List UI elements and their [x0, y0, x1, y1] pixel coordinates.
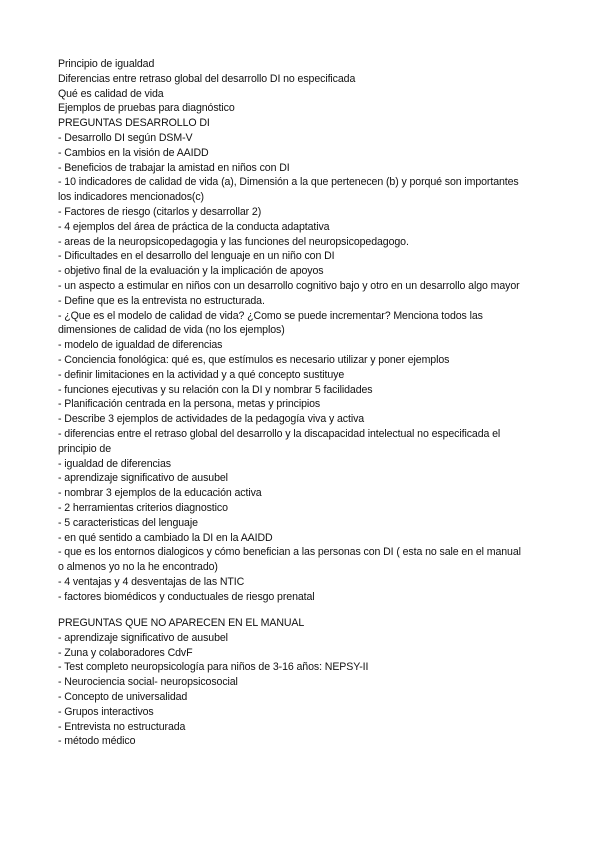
manual-question-line: - Zuna y colaboradores CdvF: [58, 646, 193, 659]
question-line: - aprendizaje significativo de ausubel: [58, 472, 228, 485]
manual-question-line: - Entrevista no estructurada: [58, 720, 186, 733]
question-line: Ejemplos de pruebas para diagnóstico: [58, 102, 235, 115]
question-line: - 4 ejemplos del área de práctica de la conducta adaptativa: [58, 220, 330, 233]
manual-question-line: - Concepto de universalidad: [58, 690, 188, 703]
question-line: - factores biomédicos y conductuales de riesgo prenatal: [58, 590, 315, 603]
question-line: - Conciencia fonológica: qué es, que estímulos es necesario utilizar y poner ejemplos: [58, 353, 450, 366]
manual-question-line: - Test completo neuropsicología para niños de 3-16 años: NEPSY-II: [58, 661, 369, 674]
manual-question-line: - Neurociencia social- neuropsicosocial: [58, 676, 238, 689]
not-in-manual-block: [58, 616, 528, 749]
question-line: - Define que es la entrevista no estructurada.: [58, 294, 265, 307]
question-line: - 2 herramientas criterios diagnostico: [58, 501, 228, 514]
manual-question-line: PREGUNTAS QUE NO APARECEN EN EL MANUAL: [58, 617, 305, 629]
question-line: - nombrar 3 ejemplos de la educación activa: [58, 487, 262, 500]
question-line: - Planificación centrada en la persona, metas y principios: [58, 398, 321, 411]
question-line: - Factores de riesgo (citarlos y desarrollar 2): [58, 205, 262, 218]
question-line: - que es los entornos dialogicos y cómo benefician a las personas con DI ( esta no sale en el manual o almenos yo no la he encontrado): [58, 546, 521, 574]
question-line: - funciones ejecutivas y su relación con la DI y nombrar 5 facilidades: [58, 383, 373, 396]
question-line: - 5 caracteristicas del lenguaje: [58, 516, 198, 529]
question-line: Principio de igualdad: [58, 58, 155, 70]
question-line: - Desarrollo DI según DSM-V: [58, 131, 193, 144]
question-line: - Beneficios de trabajar la amistad en niños con DI: [58, 161, 290, 174]
question-line: - ¿Que es el modelo de calidad de vida? ¿Como se puede incrementar? Menciona todos las dimensiones de calidad de vida (no los ejemplos): [58, 309, 483, 337]
question-line: Diferencias entre retraso global del desarrollo DI no especificada: [58, 72, 356, 85]
manual-question-line: - Grupos interactivos: [58, 705, 154, 718]
question-line: - diferencias entre el retraso global del desarrollo y la discapacidad intelectual no especificada el principio de: [58, 427, 501, 455]
question-line: - definir limitaciones en la actividad y a qué concepto sustituye: [58, 368, 345, 381]
manual-question-line: - aprendizaje significativo de ausubel: [58, 631, 228, 644]
question-line: - 10 indicadores de calidad de vida (a), Dimensión a la que pertenecen (b) y porqué son importantes los indicadores mencionados(c): [58, 176, 519, 204]
question-line: - en qué sentido a cambiado la DI en la AAIDD: [58, 531, 273, 544]
question-line: - Dificultades en el desarrollo del lenguaje en un niño con DI: [58, 250, 335, 263]
question-line: - Cambios en la visión de AAIDD: [58, 146, 209, 159]
question-line: - un aspecto a estimular en niños con un desarrollo cognitivo bajo y otro en un desarrollo algo mayor: [58, 279, 520, 292]
question-line: - modelo de igualdad de diferencias: [58, 339, 223, 352]
question-line: - igualdad de diferencias: [58, 457, 171, 470]
question-line: PREGUNTAS DESARROLLO DI: [58, 117, 210, 130]
question-line: - objetivo final de la evaluación y la implicación de apoyos: [58, 265, 324, 278]
questions-block: [58, 57, 528, 604]
manual-question-line: - método médico: [58, 735, 136, 748]
question-line: Qué es calidad de vida: [58, 87, 164, 100]
question-line: - areas de la neuropsicopedagogia y las funciones del neuropsicopedagogo.: [58, 235, 409, 248]
question-line: - 4 ventajas y 4 desventajas de las NTIC: [58, 575, 245, 588]
question-line: - Describe 3 ejemplos de actividades de la pedagogía viva y activa: [58, 413, 365, 426]
